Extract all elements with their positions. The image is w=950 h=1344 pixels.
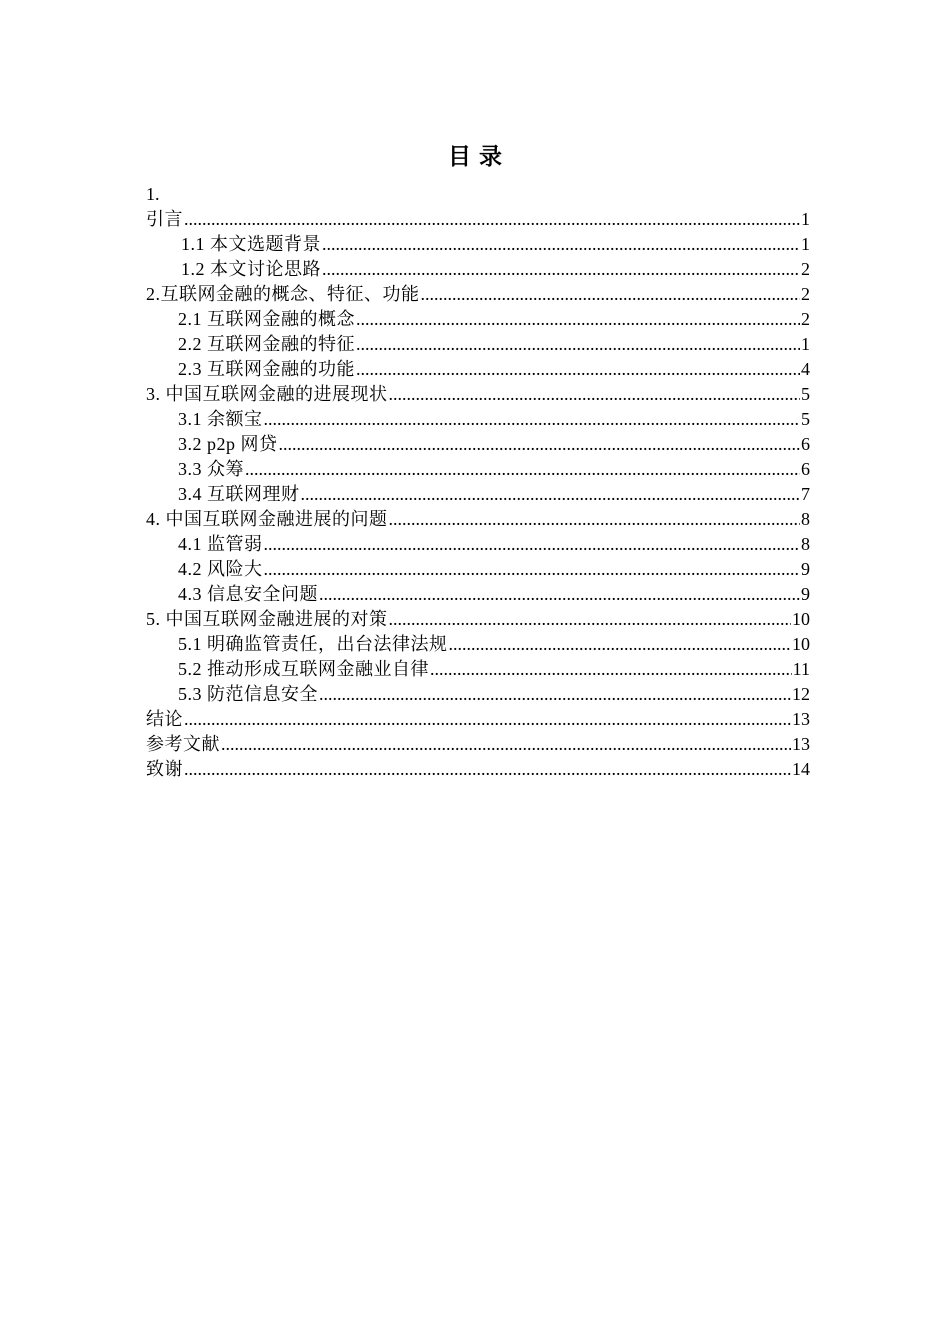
toc-entry-label: 5.3 防范信息安全 [178,684,318,704]
toc-entry-2-1[interactable] [146,307,810,332]
toc-entry-label: 5.2 推动形成互联网金融业自律 [178,659,429,679]
toc-entry-3-3[interactable] [146,457,810,482]
toc-entry-page: 11 [792,659,810,679]
toc-entry-label: 4.2 风险大 [178,559,263,579]
toc-entry-page: 1 [801,334,810,354]
toc-leader-dots [389,382,801,407]
toc-entry-page: 12 [792,684,810,704]
toc-entry-label: 3.2 p2p 网贷 [178,434,278,454]
toc-entry-page: 6 [801,434,810,454]
toc-entry-page: 13 [792,734,810,754]
toc-leader-dots [221,732,791,757]
toc-entry-label: 1.2 本文讨论思路 [181,259,321,279]
toc-entry-label: 3.3 众筹 [178,459,244,479]
toc-entry-3-4[interactable] [146,482,810,507]
toc-entry-3[interactable] [146,382,810,407]
toc-entry-label: 5. 中国互联网金融进展的对策 [146,609,388,629]
toc-entry-page: 5 [801,384,810,404]
toc-entry-page: 9 [801,584,810,604]
toc-entry-acknowledgements[interactable] [146,757,810,782]
toc-entry-5-1[interactable] [146,632,810,657]
toc-entry-label: 2.2 互联网金融的特征 [178,334,355,354]
toc-entry-label: 引言 [146,209,183,229]
toc-entry-label: 3.1 余额宝 [178,409,263,429]
toc-entry-page: 8 [801,534,810,554]
toc-leader-dots [356,357,800,382]
toc-entry-label: 3. 中国互联网金融的进展现状 [146,384,388,404]
toc-leader-dots [184,707,791,732]
toc-entry-5-2[interactable] [146,657,810,682]
toc-entry-label: 结论 [146,709,183,729]
toc-leader-dots [319,682,791,707]
toc-leader-dots [322,232,800,257]
toc-entry-3-1[interactable] [146,407,810,432]
toc-entry-2-3[interactable] [146,357,810,382]
toc-entry-page: 1 [801,209,810,229]
toc-entry-4[interactable] [146,507,810,532]
toc-entry-page: 5 [801,409,810,429]
toc-entry-page: 13 [792,709,810,729]
toc-leader-dots [184,757,791,782]
toc-title: 目 录 [447,144,502,170]
toc-leader-dots [319,582,800,607]
toc-entry-page: 6 [801,459,810,479]
toc-entry-conclusion[interactable] [146,707,810,732]
toc-leader-dots [356,307,800,332]
toc-heading-number: 1. [146,184,160,204]
toc-leader-dots [389,607,792,632]
toc-entry-page: 9 [801,559,810,579]
toc-entry-1-1[interactable] [146,232,810,257]
toc-entry-page: 7 [801,484,810,504]
toc-entry-page: 8 [801,509,810,529]
toc-entry-page: 1 [801,234,810,254]
table-of-contents [146,182,810,782]
toc-leader-dots [421,282,801,307]
toc-entry-label: 2.互联网金融的概念、特征、功能 [146,284,420,304]
toc-leader-dots [245,457,800,482]
toc-leader-dots [264,557,801,582]
toc-entry-page: 2 [801,309,810,329]
toc-entry-4-2[interactable] [146,557,810,582]
toc-entry-label: 5.1 明确监管责任，出台法律法规 [178,634,448,654]
toc-entry-5-3[interactable] [146,682,810,707]
toc-entry-label: 2.1 互联网金融的概念 [178,309,355,329]
toc-entry-label: 1.1 本文选题背景 [181,234,321,254]
toc-entry-page: 2 [801,259,810,279]
toc-entry-references[interactable] [146,732,810,757]
toc-entry-2-2[interactable] [146,332,810,357]
toc-entry-label: 参考文献 [146,734,220,754]
toc-entry-page: 2 [801,284,810,304]
toc-entry-4-3[interactable] [146,582,810,607]
toc-leader-dots [322,257,800,282]
toc-entry-4-1[interactable] [146,532,810,557]
toc-entry-2[interactable] [146,282,810,307]
toc-leader-dots [279,432,801,457]
toc-entry-1-2[interactable] [146,257,810,282]
toc-entry-label: 4.1 监管弱 [178,534,263,554]
toc-entry-3-2[interactable] [146,432,810,457]
toc-entry-page: 10 [792,634,810,654]
toc-entry-label: 4.3 信息安全问题 [178,584,318,604]
toc-leader-dots [264,532,801,557]
toc-leader-dots [356,332,800,357]
toc-leader-dots [389,507,801,532]
toc-entry-label: 致谢 [146,759,183,779]
toc-entry-label: 3.4 互联网理财 [178,484,300,504]
toc-leader-dots [184,207,800,232]
toc-leader-dots [264,407,801,432]
toc-entry-page: 14 [792,759,810,779]
toc-leader-dots [449,632,792,657]
toc-leader-dots [301,482,801,507]
toc-leader-dots [430,657,792,682]
toc-entry-label: 4. 中国互联网金融进展的问题 [146,509,388,529]
toc-entry-5[interactable] [146,607,810,632]
toc-entry-page: 4 [801,359,810,379]
toc-entry-label: 2.3 互联网金融的功能 [178,359,355,379]
toc-entry-page: 10 [792,609,810,629]
toc-entry-introduction[interactable] [146,207,810,232]
